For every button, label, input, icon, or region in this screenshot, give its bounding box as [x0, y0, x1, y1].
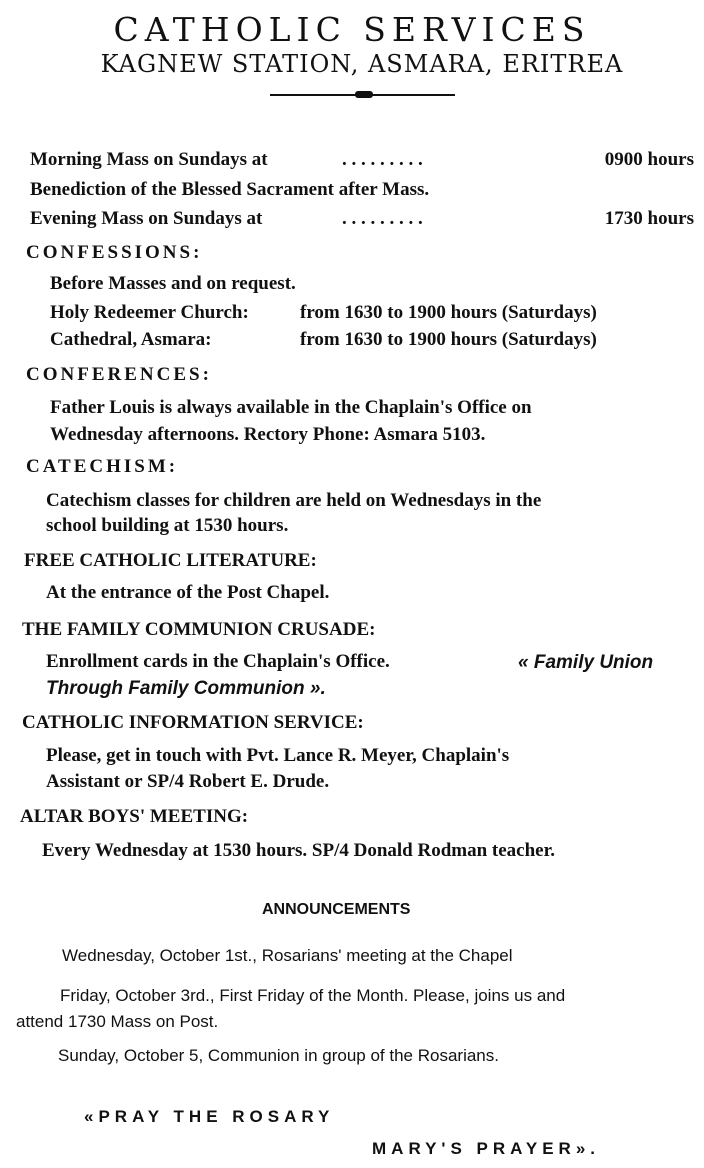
- altar-boys-heading: ALTAR BOYS' MEETING:: [20, 806, 249, 827]
- crusade-line-1: Enrollment cards in the Chaplain's Office.: [46, 651, 390, 672]
- closing-line-2: MARY'S PRAYER».: [372, 1139, 600, 1158]
- catechism-heading: CATECHISM:: [26, 456, 179, 477]
- confessions-line: Before Masses and on request.: [50, 273, 296, 294]
- announcement-item-1: Wednesday, October 1st., Rosarians' meeting at the Chapel: [62, 946, 513, 965]
- info-service-heading: CATHOLIC INFORMATION SERVICE:: [22, 712, 364, 733]
- announcement-item-2-line-2: attend 1730 Mass on Post.: [16, 1012, 219, 1031]
- catechism-line-1: Catechism classes for children are held on Wednesdays in the: [46, 490, 542, 511]
- divider-ornament-icon: [355, 91, 373, 98]
- morning-mass-label: Morning Mass on Sundays at: [30, 149, 268, 170]
- info-service-line-2: Assistant or SP/4 Robert E. Drude.: [46, 771, 330, 792]
- crusade-heading: THE FAMILY COMMUNION CRUSADE:: [22, 619, 376, 640]
- cathedral-label: Cathedral, Asmara:: [50, 329, 212, 350]
- church-hours: from 1630 to 1900 hours (Saturdays): [300, 302, 597, 323]
- info-service-line-1: Please, get in touch with Pvt. Lance R. Meyer, Chaplain's: [46, 745, 510, 766]
- church-label: Holy Redeemer Church:: [50, 302, 249, 323]
- morning-mass-time: 0900 hours: [604, 149, 694, 170]
- altar-boys-line: Every Wednesday at 1530 hours. SP/4 Donald Rodman teacher.: [42, 840, 556, 861]
- morning-mass-leader: . . . . . . . . .: [342, 149, 423, 170]
- catechism-line-2: school building at 1530 hours.: [46, 515, 289, 536]
- benediction-line: Benediction of the Blessed Sacrament after Mass.: [30, 179, 430, 200]
- evening-mass-label: Evening Mass on Sundays at: [30, 208, 263, 229]
- announcement-item-3: Sunday, October 5, Communion in group of the Rosarians.: [58, 1046, 499, 1065]
- crusade-motto-part-1: « Family Union: [518, 652, 654, 673]
- conferences-line-1: Father Louis is always available in the Chaplain's Office on: [50, 397, 532, 418]
- crusade-motto-part-2: Through Family Communion ».: [46, 678, 326, 699]
- cathedral-hours: from 1630 to 1900 hours (Saturdays): [300, 329, 597, 350]
- closing-line-1: «PRAY THE ROSARY: [84, 1107, 335, 1126]
- literature-heading: FREE CATHOLIC LITERATURE:: [24, 550, 317, 571]
- conferences-heading: CONFERENCES:: [26, 364, 212, 385]
- conferences-line-2: Wednesday afternoons. Rectory Phone: Asmara 5103.: [50, 424, 486, 445]
- confessions-heading: CONFESSIONS:: [26, 242, 203, 263]
- page-title: CATHOLIC SERVICES: [113, 10, 591, 49]
- page-subtitle: KAGNEW STATION, ASMARA, ERITREA: [100, 50, 624, 78]
- literature-line: At the entrance of the Post Chapel.: [46, 582, 330, 603]
- evening-mass-leader: . . . . . . . . .: [342, 208, 423, 229]
- announcements-heading: ANNOUNCEMENTS: [262, 901, 411, 918]
- announcement-item-2-line-1: Friday, October 3rd., First Friday of the Month. Please, joins us and: [60, 986, 566, 1005]
- evening-mass-time: 1730 hours: [604, 208, 694, 229]
